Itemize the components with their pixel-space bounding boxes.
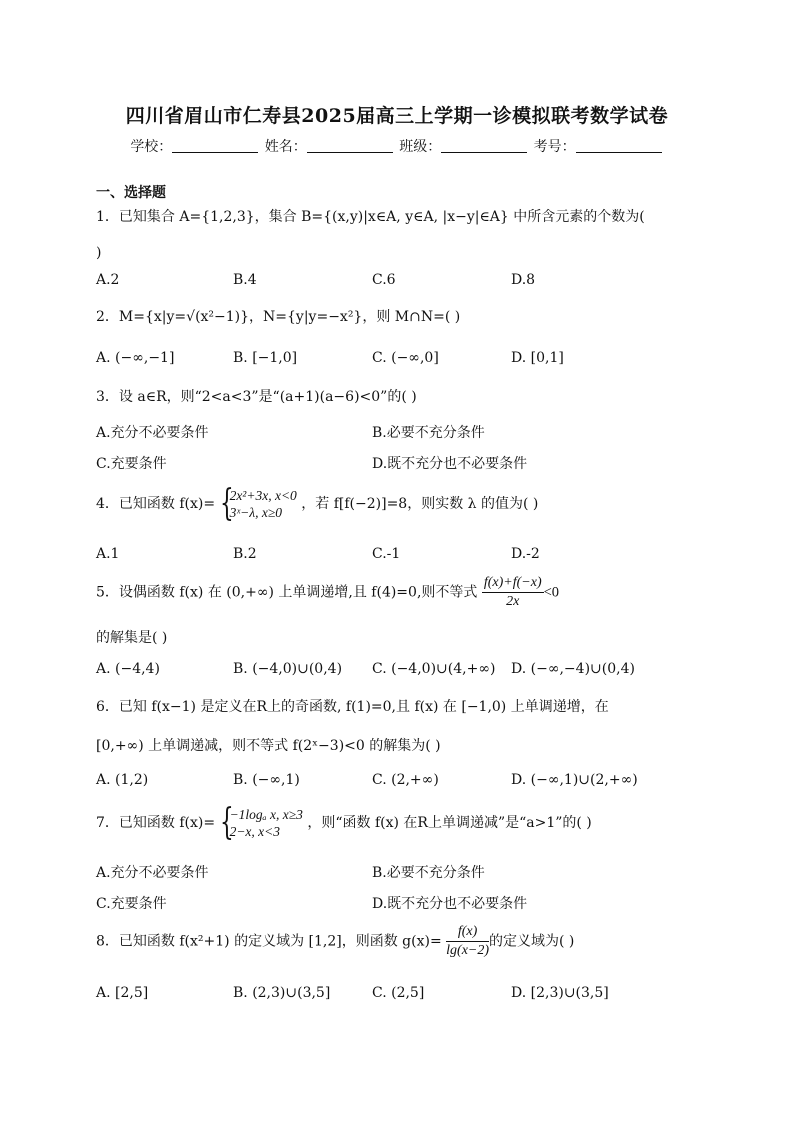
- left-brace: {: [219, 802, 234, 843]
- class-label: 班级：: [399, 139, 442, 155]
- question-number: 1．: [96, 209, 119, 225]
- question-4: [96, 483, 539, 524]
- option-c[interactable]: C.充要条件: [96, 896, 167, 912]
- option-d[interactable]: D. [2,3)∪(3,5]: [511, 985, 609, 1001]
- name-label: 姓名：: [264, 139, 307, 155]
- question-number: 8．: [96, 933, 119, 950]
- name-blank[interactable]: [307, 152, 393, 153]
- option-d[interactable]: D.-2: [511, 546, 540, 562]
- option-b[interactable]: B. [−1,0]: [233, 350, 298, 366]
- question-text: ，则“函数 f(x) 在R上单调递减”是“a>1”的( ): [307, 815, 592, 831]
- option-a[interactable]: A.2: [96, 272, 120, 288]
- option-c[interactable]: C.6: [372, 272, 396, 288]
- option-a[interactable]: A.充分不必要条件: [96, 425, 209, 441]
- option-a[interactable]: A.1: [96, 546, 120, 562]
- option-b[interactable]: B. (2,3)∪(3,5]: [233, 985, 331, 1001]
- question-text: 已知集合 A={1,2,3}，集合 B={(x,y)|x∈A, y∈A, |x−y|∈A} 中所含元素的个数为(: [118, 209, 645, 225]
- option-a[interactable]: A. [2,5]: [96, 985, 149, 1001]
- question-text: 设 a∈R，则“2<a<3”是“(a+1)(a−6)<0”的( ): [118, 389, 417, 405]
- question-number: 2．: [96, 309, 119, 325]
- question-text: 已知函数 f(x)=: [118, 815, 216, 831]
- piece-row: 3ˣ−λ, x≥0: [229, 505, 282, 520]
- fraction: [482, 574, 544, 611]
- question-text: 的定义域为( ): [489, 933, 575, 950]
- left-brace: {: [219, 483, 234, 524]
- question-number: 4．: [96, 496, 119, 512]
- option-b[interactable]: B. (−4,0)∪(0,4): [233, 661, 343, 677]
- question-text: M={x|y=√(x²−1)}，N={y|y=−x²}，则 M∩N=( ): [118, 309, 461, 325]
- denominator: lg(x−2): [446, 943, 490, 958]
- option-a[interactable]: A. (−4,4): [96, 661, 160, 677]
- question-text: <0: [543, 584, 560, 601]
- option-d[interactable]: D.既不充分也不必要条件: [372, 896, 528, 912]
- option-a[interactable]: A. (−∞,−1]: [96, 350, 175, 366]
- school-blank[interactable]: [172, 152, 258, 153]
- class-blank[interactable]: [441, 152, 527, 153]
- question-number: 3．: [96, 389, 119, 405]
- section-heading: 一、选择题: [96, 185, 166, 201]
- exam-number-blank[interactable]: [576, 152, 662, 153]
- option-b[interactable]: B. (−∞,1): [233, 772, 300, 788]
- question-1-cont: ): [96, 245, 102, 261]
- exam-number-label: 考号：: [533, 139, 576, 155]
- piece-row: 2x²+3x, x<0: [229, 488, 297, 503]
- option-b[interactable]: B.必要不充分条件: [372, 865, 485, 881]
- option-d[interactable]: D. (−∞,1)∪(2,+∞): [511, 772, 638, 788]
- denominator: 2x: [506, 594, 520, 609]
- option-d[interactable]: D.既不充分也不必要条件: [372, 456, 528, 472]
- question-8: [96, 923, 574, 960]
- student-info-row: [0, 136, 794, 156]
- question-5-cont: 的解集是( ): [96, 630, 168, 646]
- question-5: [96, 574, 559, 611]
- option-a[interactable]: A.充分不必要条件: [96, 865, 209, 881]
- option-c[interactable]: C.-1: [372, 546, 401, 562]
- question-3: [96, 386, 417, 406]
- option-d[interactable]: D. [0,1]: [511, 350, 564, 366]
- question-1: [96, 206, 645, 226]
- question-number: 7．: [96, 815, 119, 831]
- question-number: 6．: [96, 699, 119, 715]
- question-text: 已知函数 f(x²+1) 的定义域为 [1,2]，则函数 g(x)=: [118, 933, 442, 950]
- question-text: 已知函数 f(x)=: [118, 496, 216, 512]
- option-b[interactable]: B.2: [233, 546, 257, 562]
- question-6: [96, 696, 609, 716]
- option-d[interactable]: D.8: [511, 272, 536, 288]
- question-text: 已知 f(x−1) 是定义在R上的奇函数, f(1)=0,且 f(x) 在 [−1,0) 上单调递增，在: [118, 699, 609, 715]
- numerator: f(x)+f(−x): [482, 574, 544, 593]
- question-text: ，若 f[f(−2)]=8，则实数 λ 的值为( ): [301, 496, 539, 512]
- piece-row: 2−x, x<3: [229, 824, 281, 839]
- school-label: 学校：: [130, 139, 173, 155]
- fraction: [446, 923, 489, 960]
- numerator: f(x): [446, 923, 489, 942]
- piece-row: −1logₐ x, x≥3: [229, 807, 303, 822]
- question-2: [96, 306, 460, 326]
- option-c[interactable]: C. (−4,0)∪(4,+∞): [372, 661, 496, 677]
- question-text: 设偶函数 f(x) 在 (0,+∞) 上单调递增,且 f(4)=0,则不等式: [118, 584, 478, 601]
- option-b[interactable]: B.4: [233, 272, 257, 288]
- option-c[interactable]: C.充要条件: [96, 456, 167, 472]
- question-number: 5．: [96, 584, 119, 601]
- option-d[interactable]: D. (−∞,−4)∪(0,4): [511, 661, 635, 677]
- question-6-cont: [0,+∞) 上单调递减，则不等式 f(2ˣ−3)<0 的解集为( ): [96, 738, 441, 754]
- option-c[interactable]: C. (2,+∞): [372, 772, 439, 788]
- question-7: [96, 802, 592, 843]
- piecewise-function: [219, 483, 297, 524]
- option-a[interactable]: A. (1,2): [96, 772, 149, 788]
- option-c[interactable]: C. (2,5]: [372, 985, 425, 1001]
- option-b[interactable]: B.必要不充分条件: [372, 425, 485, 441]
- exam-title: 四川省眉山市仁寿县2025届高三上学期一诊模拟联考数学试卷: [125, 105, 669, 127]
- option-c[interactable]: C. (−∞,0]: [372, 350, 439, 366]
- piecewise-function: [219, 802, 303, 843]
